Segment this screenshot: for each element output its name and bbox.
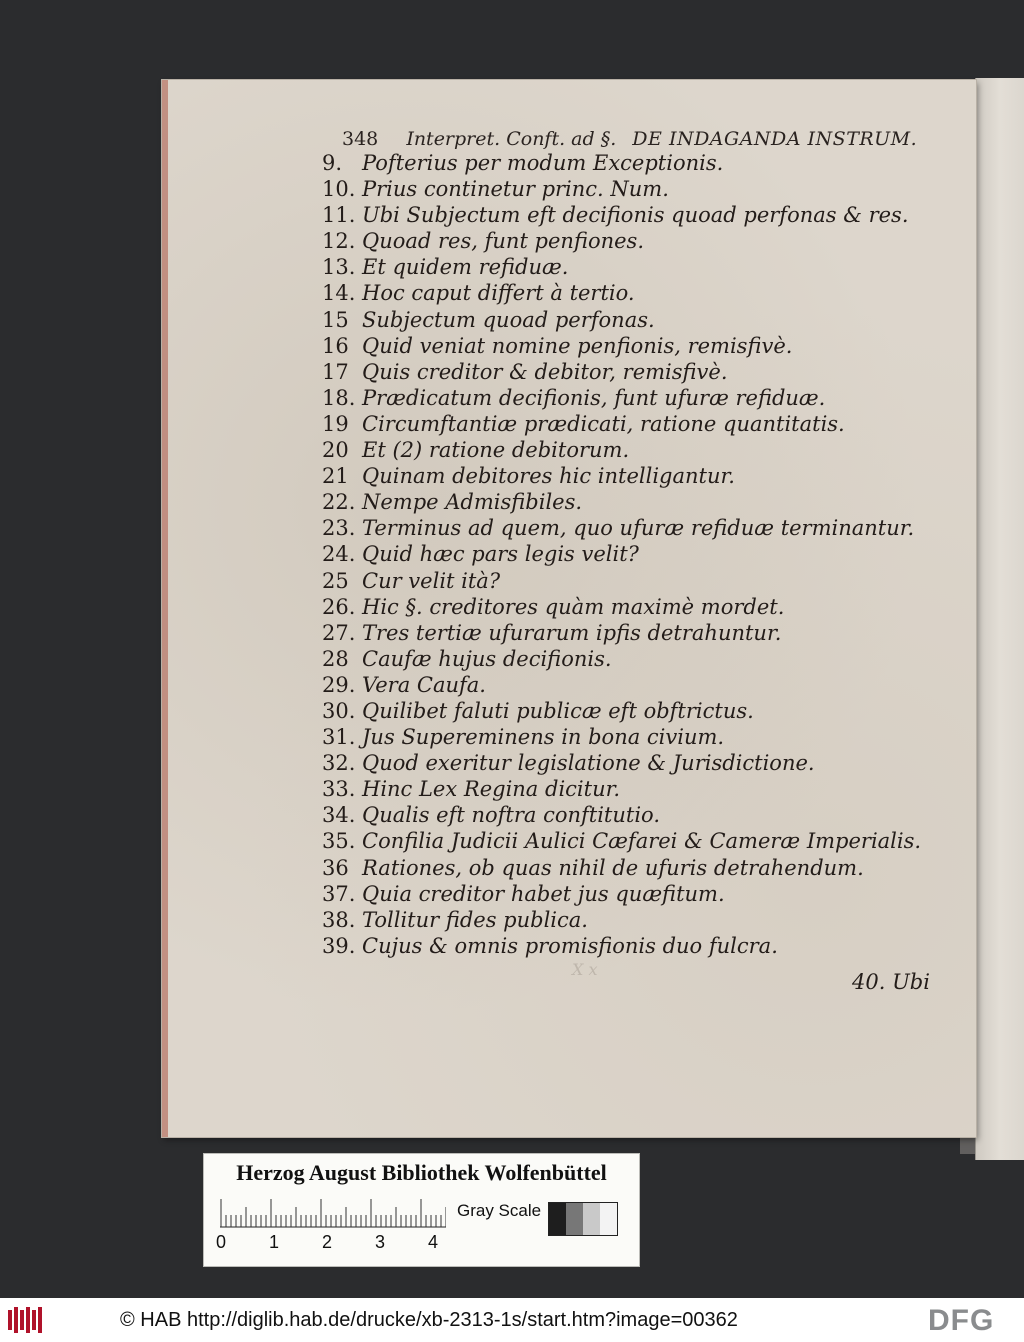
entry-text: Hinc Lex Regina dicitur. — [362, 777, 621, 802]
list-item — [322, 150, 962, 176]
list-item — [322, 907, 962, 933]
list-item — [322, 254, 962, 280]
entry-text: Et quidem refiduæ. — [362, 255, 569, 280]
entry-text: Hic §. creditores quàm maximè mordet. — [362, 594, 785, 619]
list-item — [322, 515, 962, 541]
entry-number: 31. — [322, 725, 356, 750]
list-item — [322, 881, 962, 907]
list-item — [322, 802, 962, 828]
list-item — [322, 776, 962, 802]
entry-number: 21 — [322, 464, 349, 489]
entry-number: 27. — [322, 620, 356, 645]
entry-text: Quid hæc pars legis velit? — [362, 542, 639, 567]
entry-number: 24. — [322, 542, 356, 567]
list-item — [322, 698, 962, 724]
list-item — [322, 307, 962, 333]
entry-text: Prius continetur princ. Num. — [362, 177, 669, 202]
list-item — [322, 672, 962, 698]
entry-text: Confilia Judicii Aulici Cæfarei & Cameræ Imperialis. — [362, 829, 922, 854]
entry-text: Et (2) ratione debitorum. — [362, 438, 630, 463]
entry-text: Qualis eft noftra conftitutio. — [362, 803, 660, 828]
gray-scale-label: Gray Scale — [457, 1201, 542, 1220]
entry-text: Tres tertiæ ufurarum ipfis detrahuntur. — [362, 620, 782, 645]
dfg-logo: DFG — [928, 1304, 995, 1337]
library-name: Herzog August Bibliothek Wolfenbüttel — [236, 1160, 607, 1185]
entry-text: Circumftantiæ prædicati, ratione quantitatis. — [362, 411, 845, 436]
list-item — [322, 228, 962, 254]
list-item — [322, 646, 962, 672]
entry-number: 17 — [322, 359, 349, 384]
ruler-label: 2 — [322, 1232, 333, 1252]
ruler-label: 3 — [375, 1232, 386, 1252]
entry-number: 30. — [322, 698, 356, 723]
ruler-label: 1 — [269, 1232, 280, 1252]
list-item — [322, 620, 962, 646]
entry-number: 36 — [322, 855, 349, 880]
entry-number: 18. — [322, 385, 356, 410]
list-item — [322, 828, 962, 854]
list-item — [322, 437, 962, 463]
hab-logo-icon — [8, 1307, 44, 1333]
running-header — [342, 128, 942, 152]
list-item — [322, 594, 962, 620]
entry-number: 28 — [322, 646, 349, 671]
entry-text: Tollitur fides publica. — [362, 907, 588, 932]
list-item — [322, 933, 962, 959]
entry-text: Prædicatum decifionis, funt ufuræ refiduæ. — [362, 385, 826, 410]
list-item — [322, 176, 962, 202]
entry-text: Pofterius per modum Exceptionis. — [362, 151, 724, 175]
entry-number: 35. — [322, 829, 356, 854]
header-reference: Interpret. Conft. ad §. — [406, 128, 617, 150]
entry-text: Quinam debitores hic intelligantur. — [362, 464, 735, 489]
entry-text: Quid veniat nomine penfionis, remisfivè. — [362, 333, 793, 358]
ruler — [220, 1198, 446, 1232]
list-item — [322, 568, 962, 594]
entry-text: Nempe Admisfibiles. — [362, 490, 583, 515]
entry-text: Caufæ hujus decifionis. — [362, 646, 612, 671]
entry-text: Hoc caput differt à tertio. — [362, 281, 635, 306]
facing-page — [975, 78, 1024, 1160]
gray-swatch — [600, 1203, 617, 1235]
gray-swatch — [566, 1203, 583, 1235]
book-page — [162, 80, 976, 1137]
entry-number: 22. — [322, 490, 356, 515]
entry-number: 29. — [322, 672, 356, 697]
entry-text: Cur velit ità? — [362, 568, 501, 593]
entry-text: Quoad res, funt penfiones. — [362, 229, 645, 254]
signature-mark: X x — [572, 960, 598, 979]
list-item — [322, 385, 962, 411]
list-item — [322, 489, 962, 515]
entry-number: 19 — [322, 411, 349, 436]
entry-number: 37. — [322, 881, 356, 906]
catchword: 40. Ubi — [852, 970, 930, 994]
list-item — [322, 855, 962, 881]
list-item — [322, 411, 962, 437]
entry-text: Jus Supereminens in bona civium. — [362, 725, 725, 750]
entry-number: 14. — [322, 281, 356, 306]
list-item — [322, 463, 962, 489]
ruler-label: 0 — [216, 1232, 227, 1252]
list-item — [322, 280, 962, 306]
ruler-label: 4 — [428, 1232, 439, 1252]
entry-text: Rationes, ob quas nihil de ufuris detrahendum. — [362, 855, 864, 880]
viewer-footer — [0, 1298, 1024, 1342]
entry-number: 23. — [322, 516, 356, 541]
entry-number: 34. — [322, 803, 356, 828]
entry-text: Quis creditor & debitor, remisfivè. — [362, 359, 728, 384]
entry-text: Cujus & omnis promisfionis duo fulcra. — [362, 933, 778, 958]
summary-list — [322, 150, 962, 959]
list-item — [322, 359, 962, 385]
entry-text: Quod exeritur legislatione & Jurisdictione. — [362, 751, 815, 776]
entry-text: Quia creditor habet jus quæfitum. — [362, 881, 725, 906]
list-item — [322, 333, 962, 359]
entry-number: 38. — [322, 907, 356, 932]
page-number: 348 — [342, 128, 379, 150]
list-item — [322, 202, 962, 228]
page-edge — [162, 80, 168, 1137]
entry-number: 13. — [322, 255, 356, 280]
gray-swatch — [549, 1203, 566, 1235]
entry-text: Subjectum quoad perfonas. — [362, 307, 655, 332]
entry-number: 25 — [322, 568, 349, 593]
entry-text: Vera Caufa. — [362, 672, 486, 697]
entry-text: Quilibet faluti publicæ eft obftrictus. — [362, 698, 754, 723]
entry-number: 20 — [322, 438, 349, 463]
entry-number: 39. — [322, 933, 356, 958]
list-item — [322, 541, 962, 567]
header-title: DE INDAGANDA INSTRUM. — [632, 128, 918, 150]
list-item — [322, 750, 962, 776]
entry-number: 11. — [322, 203, 356, 228]
entry-number: 10. — [322, 177, 356, 202]
entry-number: 9. — [322, 151, 343, 175]
gray-scale-swatches — [548, 1202, 618, 1236]
entry-text: Ubi Subjectum eft decifionis quoad perfonas & res. — [362, 203, 909, 228]
source-link[interactable]: © HAB http://diglib.hab.de/drucke/xb-2313-1s/start.htm?image=00362 — [120, 1309, 738, 1331]
entry-number: 12. — [322, 229, 356, 254]
entry-number: 16 — [322, 333, 349, 358]
entry-number: 15 — [322, 307, 349, 332]
ruler-ticks — [220, 1198, 446, 1228]
entry-number: 33. — [322, 777, 356, 802]
color-scale-card — [203, 1153, 640, 1267]
list-item — [322, 724, 962, 750]
entry-number: 32. — [322, 751, 356, 776]
entry-text: Terminus ad quem, quo ufuræ refiduæ terminantur. — [362, 516, 915, 541]
gray-swatch — [583, 1203, 600, 1235]
entry-number: 26. — [322, 594, 356, 619]
